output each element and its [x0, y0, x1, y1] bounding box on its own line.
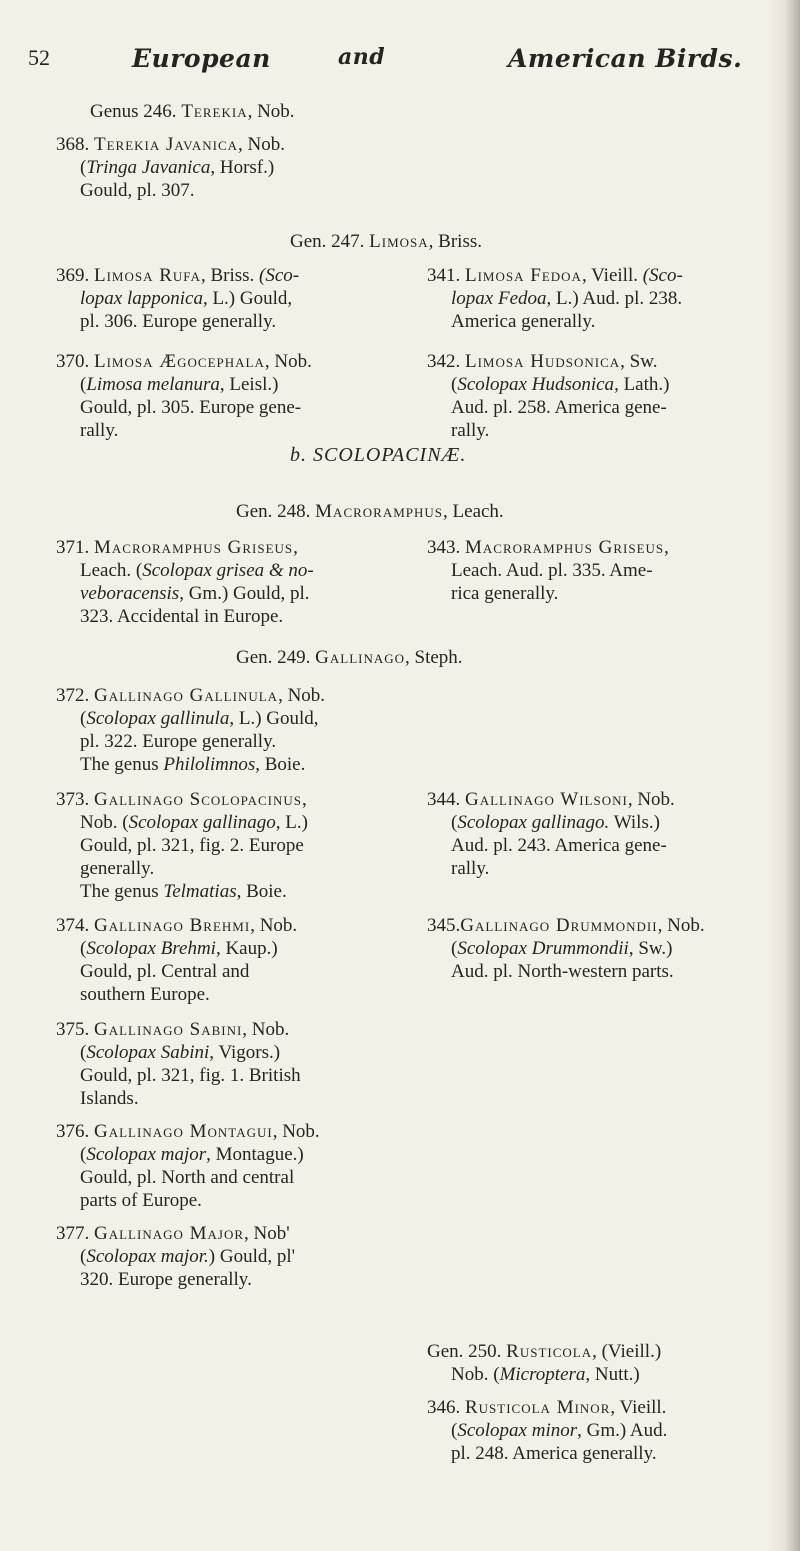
entry-341: 341. Limosa Fedoa, Vieill. (Sco- lopax Fedoa, L.) Aud. pl. 238. America generally. — [427, 265, 683, 332]
subfamily-heading: b. SCOLOPACINÆ. — [290, 444, 467, 466]
entry-345: 345.Gallinago Drummondii, Nob. (Scolopax Drummondii, Sw.) Aud. pl. North-western parts. — [427, 915, 705, 982]
genus-heading-250: Gen. 250. Rusticola, (Vieill.) Nob. (Microptera, Nutt.) — [427, 1341, 662, 1385]
entry-368: 368. Terekia Javanica, Nob. (Tringa Javanica, Horsf.) Gould, pl. 307. — [56, 134, 285, 201]
entry-371: 371. Macroramphus Griseus, Leach. (Scolopax grisea & no- veboracensis, Gm.) Gould, pl. 323. Accidental in Europe. — [56, 537, 314, 627]
entry-372: 372. Gallinago Gallinula, Nob. (Scolopax gallinula, L.) Gould, pl. 322. Europe generally. The genus Philolimnos, Boie. — [56, 685, 326, 775]
entry-375: 375. Gallinago Sabini, Nob. (Scolopax Sabini, Vigors.) Gould, pl. 321, fig. 1. British Islands. — [56, 1019, 301, 1109]
genus-heading-247: Gen. 247. Limosa, Briss. — [290, 231, 482, 252]
entry-369: 369. Limosa Rufa, Briss. (Sco- lopax lapponica, L.) Gould, pl. 306. Europe generally. — [56, 265, 300, 332]
entry-376: 376. Gallinago Montagui, Nob. (Scolopax major, Montague.) Gould, pl. North and central parts of Europe. — [56, 1121, 320, 1211]
entry-373: 373. Gallinago Scolopacinus, Nob. (Scolopax gallinago, L.) Gould, pl. 321, fig. 2. Europe generally. The genus Telmatias, Boie. — [56, 789, 308, 902]
running-head-left: European — [132, 44, 271, 73]
running-head-middle: and — [338, 44, 386, 70]
entry-344: 344. Gallinago Wilsoni, Nob. (Scolopax gallinago. Wils.) Aud. pl. 243. America gene- rally. — [427, 789, 675, 879]
genus-heading-249: Gen. 249. Gallinago, Steph. — [236, 647, 463, 668]
entry-374: 374. Gallinago Brehmi, Nob. (Scolopax Brehmi, Kaup.) Gould, pl. Central and southern Europe. — [56, 915, 298, 1005]
genus-heading-246: Genus 246. Terekia, Nob. — [90, 101, 295, 122]
running-head-right: American Birds. — [508, 44, 743, 73]
entry-346: 346. Rusticola Minor, Vieill. (Scolopax minor, Gm.) Aud. pl. 248. America generally. — [427, 1397, 668, 1464]
entry-342: 342. Limosa Hudsonica, Sw. (Scolopax Hudsonica, Lath.) Aud. pl. 258. America gene- rally. — [427, 351, 670, 441]
entry-343: 343. Macroramphus Griseus, Leach. Aud. pl. 335. Ame- rica generally. — [427, 537, 669, 604]
entry-370: 370. Limosa Ægocephala, Nob. (Limosa melanura, Leisl.) Gould, pl. 305. Europe gene- rally. — [56, 351, 312, 441]
page-edge-shadow — [766, 0, 800, 1551]
genus-heading-248: Gen. 248. Macroramphus, Leach. — [236, 501, 504, 522]
entry-377: 377. Gallinago Major, Nob' (Scolopax major.) Gould, pl' 320. Europe generally. — [56, 1223, 296, 1290]
page-number: 52 — [28, 45, 50, 70]
